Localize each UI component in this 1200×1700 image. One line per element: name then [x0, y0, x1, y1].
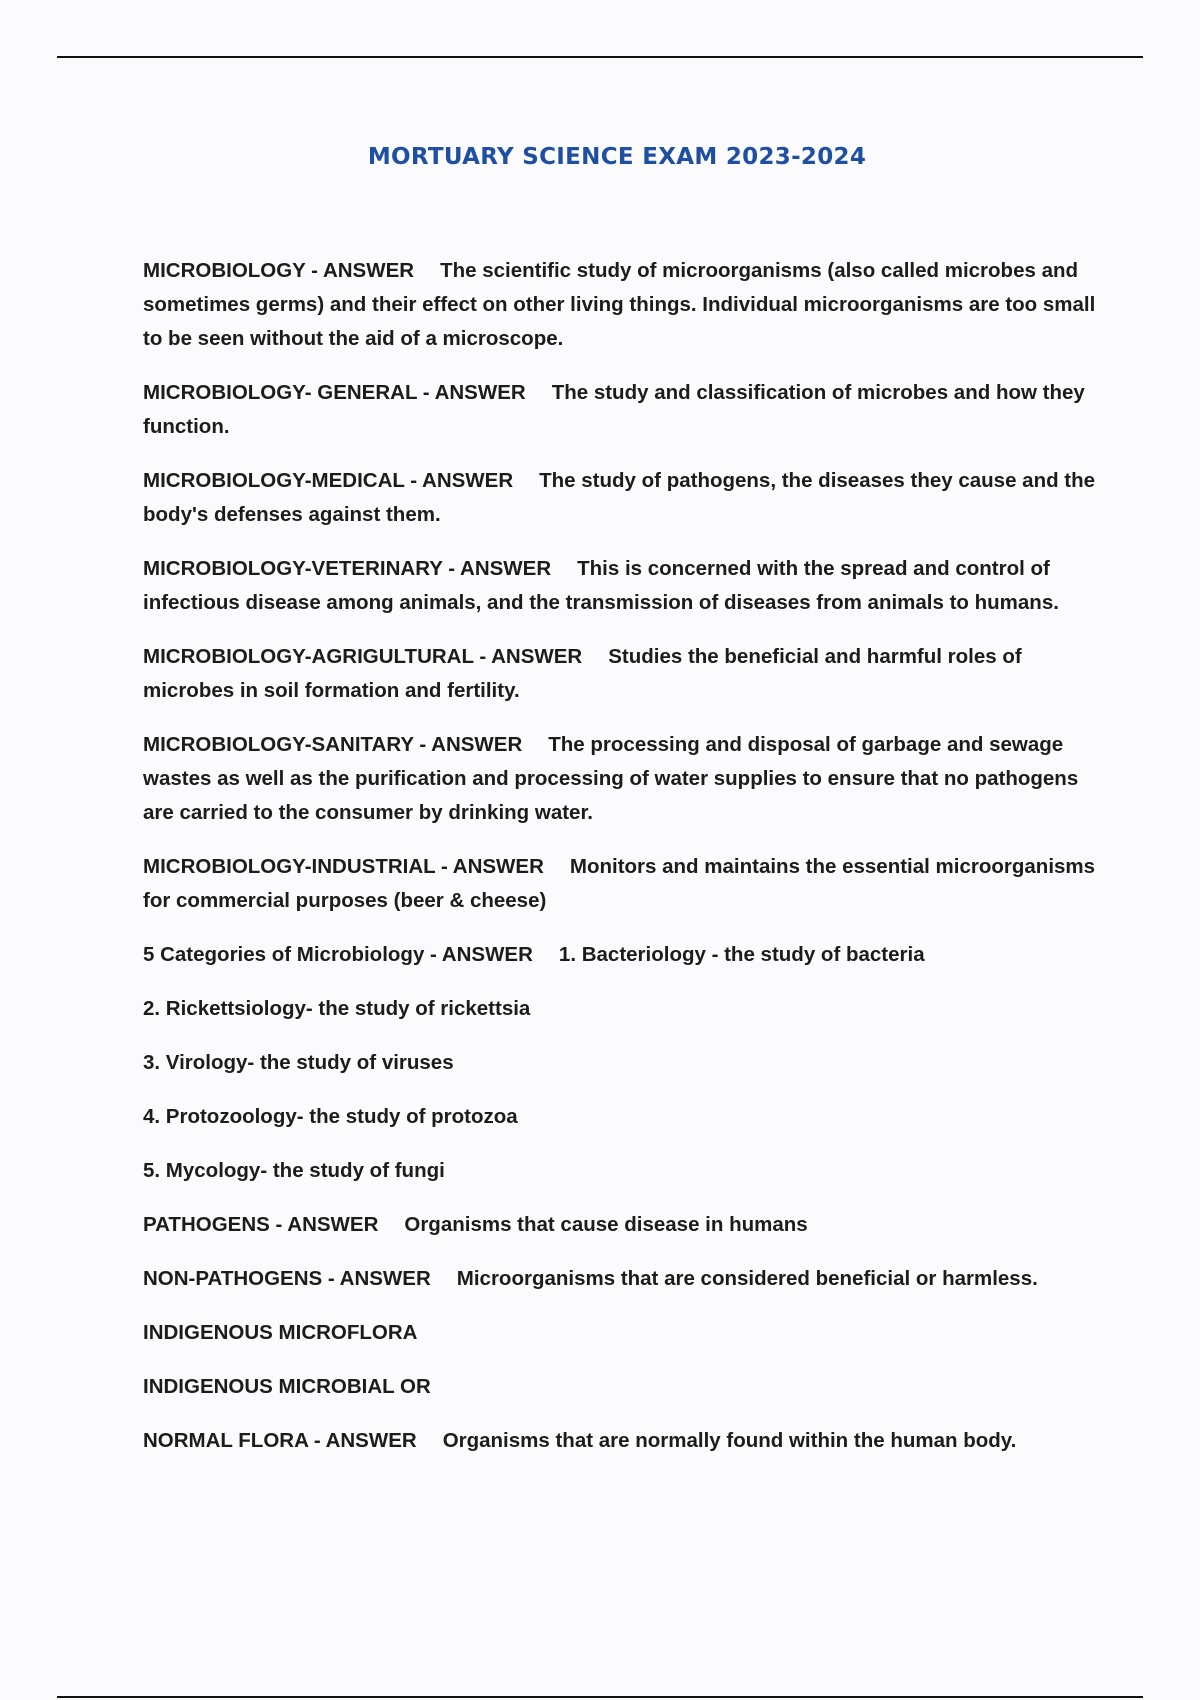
qa-entry: [143, 464, 1103, 532]
plain-line: INDIGENOUS MICROBIAL OR: [143, 1375, 431, 1398]
qa-entry: [143, 728, 1103, 830]
entry-term: MICROBIOLOGY-INDUSTRIAL - ANSWER: [143, 855, 544, 878]
document-body: [143, 254, 1103, 1478]
entry-answer: 1. Bacteriology - the study of bacteria: [558, 943, 925, 966]
entry-term: MICROBIOLOGY-SANITARY - ANSWER: [143, 733, 523, 756]
top-rule: [57, 56, 1143, 58]
entry-answer: The processing and disposal of garbage and sewage wastes as well as the purification and processing of water supplies to ensure that no pathogens are carried to the consumer by drinking water.: [143, 733, 1079, 824]
list-item: 2. Rickettsiology- the study of rickettsia: [143, 997, 531, 1020]
entry-answer: Microorganisms that are considered beneficial or harmless.: [456, 1267, 1038, 1290]
entry-answer: The study of pathogens, the diseases they cause and the body's defenses against them.: [143, 469, 1096, 526]
entry-answer: The study and classification of microbes and how they function.: [143, 381, 1085, 438]
list-item: 5. Mycology- the study of fungi: [143, 1159, 445, 1182]
qa-entry: [143, 850, 1103, 918]
qa-entry: [143, 552, 1103, 620]
entry-term: PATHOGENS - ANSWER: [143, 1213, 379, 1236]
entry-answer: Organisms that cause disease in humans: [404, 1213, 808, 1236]
qa-entry: [143, 1208, 1103, 1242]
list-item: 3. Virology- the study of viruses: [143, 1051, 454, 1074]
entry-term: MICROBIOLOGY-AGRIGULTURAL - ANSWER: [143, 645, 583, 668]
entry-answer: The scientific study of microorganisms (also called microbes and sometimes germs) and their effect on other living things. Individual microorganisms are too small to be seen without the aid of a microscope.: [143, 259, 1096, 350]
qa-entry: [143, 376, 1103, 444]
list-item: 4. Protozoology- the study of protozoa: [143, 1105, 518, 1128]
qa-entry: [143, 254, 1103, 356]
entry-answer: Monitors and maintains the essential microorganisms for commercial purposes (beer & cheese): [143, 855, 1096, 912]
entry-term: 5 Categories of Microbiology - ANSWER: [143, 943, 533, 966]
entry-term: MICROBIOLOGY-MEDICAL - ANSWER: [143, 469, 514, 492]
entry-answer: This is concerned with the spread and control of infectious disease among animals, and the transmission of diseases from animals to humans.: [143, 557, 1059, 614]
entry-term: MICROBIOLOGY- GENERAL - ANSWER: [143, 381, 526, 404]
plain-line: INDIGENOUS MICROFLORA: [143, 1321, 418, 1344]
qa-entry: [143, 938, 1103, 972]
entry-term: NON-PATHOGENS - ANSWER: [143, 1267, 431, 1290]
qa-entry: [143, 1262, 1103, 1296]
entry-answer: Studies the beneficial and harmful roles of microbes in soil formation and fertility.: [143, 645, 1022, 702]
qa-entry: [143, 640, 1103, 708]
page-title: MORTUARY SCIENCE EXAM 2023-2024: [367, 144, 867, 170]
entry-term: NORMAL FLORA - ANSWER: [143, 1429, 417, 1452]
entry-term: MICROBIOLOGY-VETERINARY - ANSWER: [143, 557, 552, 580]
entry-answer: Organisms that are normally found within the human body.: [442, 1429, 1017, 1452]
qa-entry: [143, 1424, 1103, 1458]
bottom-rule: [57, 1696, 1143, 1698]
entry-term: MICROBIOLOGY - ANSWER: [143, 259, 415, 282]
